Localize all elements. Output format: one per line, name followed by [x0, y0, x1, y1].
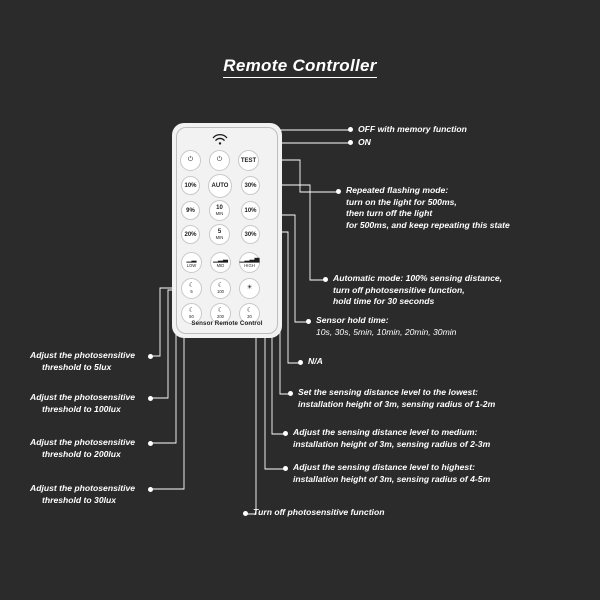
- dot-sens-highest: [283, 466, 288, 471]
- note-sens-medium: Adjust the sensing distance level to medium: installation height of 3m, sensing radius of 2-3m: [293, 427, 491, 449]
- button-power-on[interactable]: [209, 150, 230, 171]
- dot-sens-lowest: [288, 391, 293, 396]
- button-20-percent[interactable]: 20%: [181, 225, 200, 244]
- dot-lux-5-note: [148, 354, 153, 359]
- button-lux-200[interactable]: ☾ 200: [210, 303, 231, 324]
- button-sensitivity-mid[interactable]: ▁▂▃ MID: [210, 252, 231, 273]
- wifi-icon: [211, 133, 229, 145]
- signal-mid-icon: ▁▂▃: [213, 255, 228, 263]
- button-auto[interactable]: AUTO: [208, 174, 232, 198]
- page-title: Remote Controller: [0, 56, 600, 76]
- button-10-percent-b[interactable]: 10%: [241, 201, 260, 220]
- remote-brand-label: Sensor Remote Control: [191, 320, 263, 327]
- button-lux-50[interactable]: ☾ 50: [181, 303, 202, 324]
- note-lux-30: Adjust the photosensitive threshold to 30lux: [30, 483, 136, 505]
- dot-flashing: [336, 189, 341, 194]
- button-30-percent[interactable]: 30%: [241, 176, 260, 195]
- dot-auto-mode: [323, 277, 328, 282]
- dot-off-memory: [348, 127, 353, 132]
- moon-icon: ☾: [246, 306, 253, 314]
- button-30-percent-b[interactable]: 30%: [241, 225, 260, 244]
- note-lux-100: Adjust the photosensitive threshold to 100lux: [30, 392, 136, 414]
- power-off-icon: ⏻: [187, 156, 194, 164]
- dot-hold-time: [306, 319, 311, 324]
- button-sensitivity-high[interactable]: ▁▂▃▅ HIGH: [239, 252, 260, 273]
- dot-sens-medium: [283, 431, 288, 436]
- dot-on: [348, 140, 353, 145]
- moon-icon: ☾: [217, 306, 224, 314]
- button-test[interactable]: TEST: [238, 150, 259, 171]
- dot-photo-off: [243, 511, 248, 516]
- button-lux-5[interactable]: ☾ 5: [181, 278, 202, 299]
- note-flashing: Repeated flashing mode: turn on the light for 500ms, then turn off the light for 500ms, and keep repeating this state: [346, 185, 510, 230]
- button-hold-5min[interactable]: 5 MIN: [209, 224, 230, 245]
- signal-low-icon: ▁▂: [186, 255, 197, 263]
- note-on: ON: [358, 137, 371, 147]
- note-sens-highest: Adjust the sensing distance level to highest: installation height of 3m, sensing radius of 4-5m: [293, 462, 491, 484]
- sun-icon: ☀: [246, 284, 253, 292]
- button-lux-100[interactable]: ☾ 100: [210, 278, 231, 299]
- power-on-icon: ⏻: [216, 156, 223, 164]
- button-lux-30[interactable]: ☾ 30: [239, 303, 260, 324]
- note-sens-lowest: Set the sensing distance level to the lowest: installation height of 3m, sensing radius of 1-2m: [298, 387, 496, 409]
- moon-icon: ☾: [188, 281, 195, 289]
- note-photo-off: Turn off photosensitive function: [253, 507, 385, 517]
- note-lux-200: Adjust the photosensitive threshold to 200lux: [30, 437, 136, 459]
- button-hold-10min[interactable]: 10 MIN: [209, 200, 230, 221]
- note-off-memory: OFF with memory function: [358, 124, 467, 134]
- note-na: N/A: [308, 356, 323, 366]
- note-lux-5: Adjust the photosensitive threshold to 5lux: [30, 350, 136, 372]
- button-9-percent[interactable]: 9%: [181, 201, 200, 220]
- button-photosensitive-off[interactable]: [239, 278, 260, 299]
- moon-icon: ☾: [217, 281, 224, 289]
- button-power-off[interactable]: [180, 150, 201, 171]
- dot-na: [298, 360, 303, 365]
- button-sensitivity-low[interactable]: ▁▂ LOW: [181, 252, 202, 273]
- note-hold-time: Sensor hold time: 10s, 30s, 5min, 10min, 20min, 30min: [316, 315, 457, 337]
- button-10-percent[interactable]: 10%: [181, 176, 200, 195]
- signal-high-icon: ▁▂▃▅: [239, 255, 260, 263]
- note-auto-mode: Automatic mode: 100% sensing distance, turn off photosensitive function, hold time for 30 seconds: [333, 273, 503, 307]
- moon-icon: ☾: [188, 306, 195, 314]
